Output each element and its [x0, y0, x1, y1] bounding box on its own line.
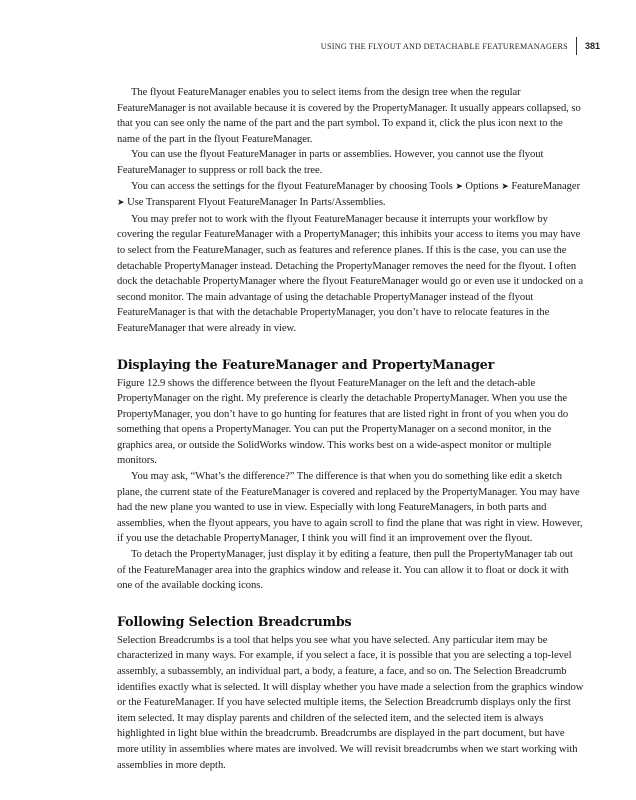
settings-text-featuremanager: FeatureManager	[511, 180, 581, 192]
heading-selection-breadcrumbs: Following Selection Breadcrumbs	[117, 613, 352, 629]
paragraph-whats-the-difference: You may ask, “What’s the difference?” The difference is that when you do something like edit a sketch plane, the current state of the FeatureManager is covered and replaced by the PropertyManager. You may have had the new plane you wanted to use in view. Especially with long FeatureManagers, in both parts and assemblies, when the flyout appears, you have to again scroll to find the plane that was right in view. However, if you use the detachable PropertyManager, I think you will find it an improvement over the flyout.	[117, 471, 583, 545]
heading-displaying-featuremanager: Displaying the FeatureManager and PropertyManager	[117, 356, 495, 372]
paragraph-flyout-intro: The flyout FeatureManager enables you to select items from the design tree when the regular FeatureManager is not available because it is covered by the PropertyManager. It usually appears collapsed, so that you can see only the name of the part and the part symbol. To expand it, click the plus icon next to the name of the part in the flyout FeatureManager.	[117, 87, 581, 145]
header-divider	[576, 37, 577, 55]
running-header	[321, 36, 600, 56]
menu-arrow-icon: ➤	[501, 181, 509, 192]
paragraph-breadcrumbs: Selection Breadcrumbs is a tool that helps you see what you have selected. Any particular item may be characterized in many ways. For example, if you select a face, it is possible that you are selecting a top-level assembly, a subassembly, an individual part, a body, a feature, a face, and so on. The Selection Breadcrumb identifies exactly what is selected. It will display whether you have made a selection from the graphics window or the FeatureManager. If you have selected multiple items, the Selection Breadcrumb displays only the first item selected. It may display parents and children of the selected item, and the selected item is always highlighted in light blue within the breadcrumb. Breadcrumbs are displayed in the part document, but have more utility in assemblies where mates are involved. We will revisit breadcrumbs when we start working with assemblies in more depth.	[117, 634, 584, 771]
settings-text-tools: You can access the settings for the flyout FeatureManager by choosing Tools	[131, 180, 453, 192]
paragraph-flyout-usage: You can use the flyout FeatureManager in parts or assemblies. However, you cannot use the flyout FeatureManager to suppress or roll back the tree.	[117, 149, 544, 176]
body-text	[117, 85, 584, 773]
menu-arrow-icon: ➤	[455, 181, 463, 192]
menu-arrow-icon: ➤	[117, 198, 125, 209]
settings-text-option-name: Use Transparent Flyout FeatureManager In Parts/Assemblies.	[127, 197, 386, 209]
running-header-title: USING THE FLYOUT AND DETACHABLE FEATUREMANAGERS	[320, 41, 568, 51]
paragraph-detach-instructions: To detach the PropertyManager, just display it by editing a feature, then pull the PropertyManager tab out of the FeatureManager area into the graphics window and release it. You can allow it to float or dock it with one of the available docking icons.	[117, 549, 573, 592]
settings-text-options: Options	[465, 180, 499, 192]
paragraph-flyout-settings	[117, 179, 584, 212]
page-number: 381	[584, 41, 600, 51]
paragraph-detachable-propertymanager: You may prefer not to work with the flyout FeatureManager because it interrupts your workflow by covering the regular FeatureManager with a PropertyManager; this inhibits your access to items you may have to select from the FeatureManager, such as features and reference planes. If this is the case, you can use the detachable PropertyManager instead. Detaching the PropertyManager removes the need for the flyout. I often dock the detachable PropertyManager where the flyout FeatureManager would go or even use it undocked on a second monitor. The main advantage of using the detachable PropertyManager instead of the flyout FeatureManager is that with the detachable PropertyManager, you don’t have to relocate features in the FeatureManager that were already in view.	[117, 213, 584, 334]
paragraph-figure-comparison: Figure 12.9 shows the difference between the flyout FeatureManager on the left and the detach-able PropertyManager on the right. My preference is clearly the detachable PropertyManager. When you use the PropertyManager, you don’t have to go hunting for features that are listed right in front of you when you do something that opens a PropertyManager. You can put the PropertyManager on a second monitor, in the graphics area, or outside the SolidWorks window. This works best on a wide-aspect monitor or multiple monitors.	[117, 377, 569, 467]
